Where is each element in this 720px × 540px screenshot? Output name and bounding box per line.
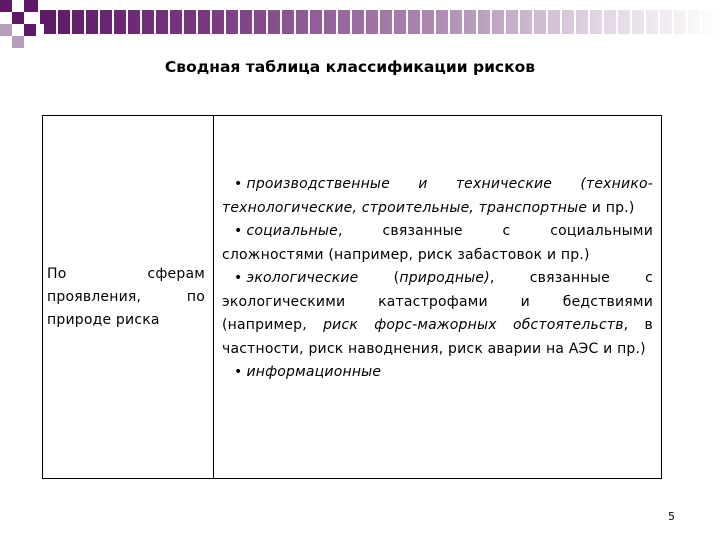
decor-square xyxy=(40,10,54,24)
list-item xyxy=(222,267,653,361)
item-text: , связанные с экологическими катастрофами и бедствиями (например, xyxy=(222,270,654,333)
risk-classification-table xyxy=(42,115,662,479)
list-item xyxy=(222,361,653,385)
decor-square xyxy=(24,0,38,12)
decor-square xyxy=(0,0,12,12)
decor-square xyxy=(12,36,24,48)
header-banner-stripes xyxy=(44,10,720,34)
page-title: Сводная таблица классификации рисков xyxy=(164,58,536,76)
item-text: ( xyxy=(358,270,400,286)
category-label: По сферам проявления, по природе риска xyxy=(47,265,205,328)
item-term: производственные и технические (технико-технологические, строительные, транспортные xyxy=(222,176,653,216)
page-number: 5 xyxy=(668,510,675,523)
item-term: информационные xyxy=(246,364,382,380)
bullet: • xyxy=(234,176,243,192)
item-text: и пр.) xyxy=(587,199,635,216)
decor-square xyxy=(12,12,24,24)
bullet: • xyxy=(234,223,243,239)
decor-square xyxy=(24,24,36,36)
item-text: , связанные с социальными сложностями (например, риск забастовок и пр.) xyxy=(222,223,653,263)
bullet: • xyxy=(234,270,243,286)
item-term: социальные xyxy=(246,223,338,239)
bullet: • xyxy=(234,364,243,380)
item-text: , в частности, риск наводнения, риск аварии на АЭС и пр.) xyxy=(222,317,653,357)
item-term: экологические xyxy=(246,270,359,286)
item-term: природные) xyxy=(399,270,490,286)
items-cell xyxy=(214,116,661,478)
decor-square xyxy=(0,24,12,36)
list-item xyxy=(222,220,653,267)
category-cell xyxy=(43,116,214,478)
item-term: риск форс-мажорных обстоятельств xyxy=(323,317,624,333)
list-item xyxy=(222,173,653,220)
